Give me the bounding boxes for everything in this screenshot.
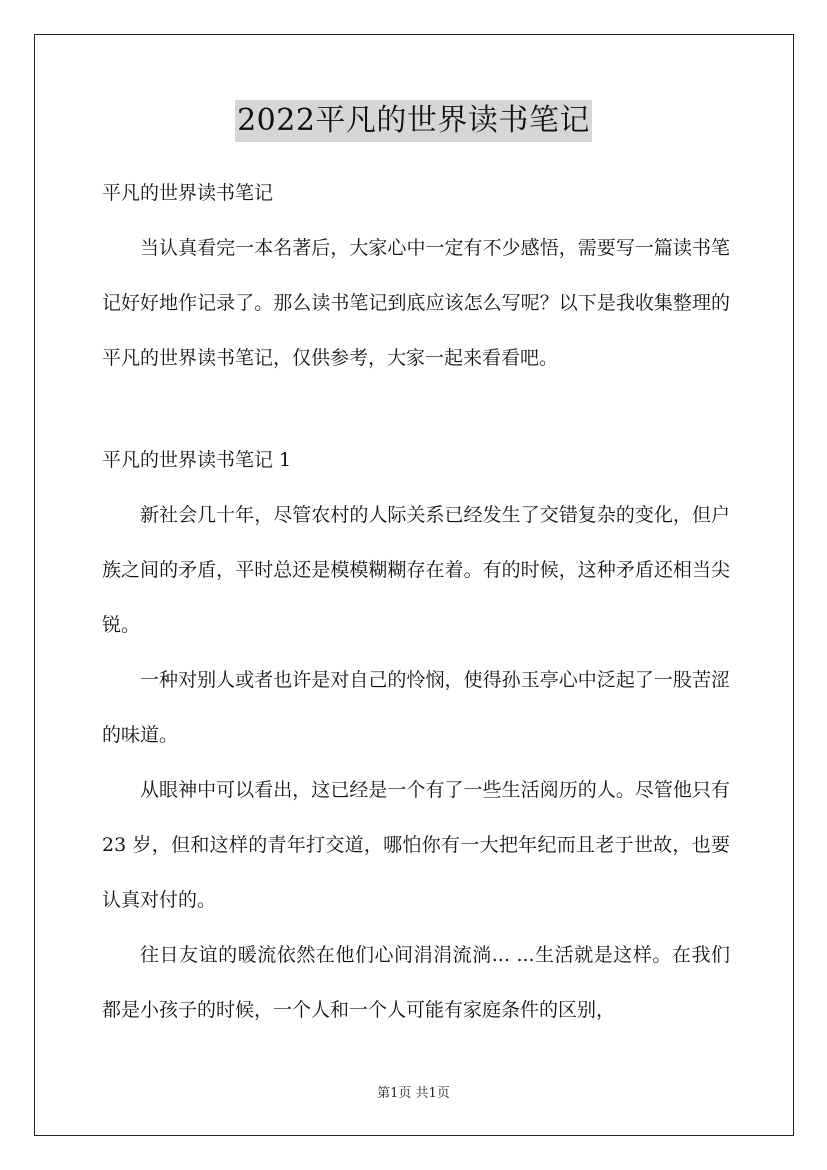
title-container — [0, 100, 827, 142]
intro-paragraph: 当认真看完一本名著后，大家心中一定有不少感悟，需要写一篇读书笔记好好地作记录了。那么读书笔记到底应该怎么写呢？以下是我收集整理的平凡的世界读书笔记，仅供参考，大家一起来看看吧。 — [102, 237, 730, 369]
document-title: 2022平凡的世界读书笔记 — [235, 100, 592, 142]
body-paragraph-3: 从眼神中可以看出，这已经是一个有了一些生活阅历的人。尽管他只有 23 岁，但和这样的青年打交道，哪怕你有一大把年纪而且老于世故，也要认真对付的。 — [102, 779, 730, 911]
section-heading: 平凡的世界读书笔记 1 — [102, 449, 292, 471]
document-subtitle: 平凡的世界读书笔记 — [102, 182, 274, 204]
body-paragraph-1: 新社会几十年，尽管农村的人际关系已经发生了交错复杂的变化，但户族之间的矛盾，平时总还是模模糊糊存在着。有的时候，这种矛盾还相当尖锐。 — [102, 504, 730, 636]
body-paragraph-2: 一种对别人或者也许是对自己的怜悯，使得孙玉亭心中泛起了一股苦涩的味道。 — [102, 669, 730, 746]
page-footer: 第1页 共1页 — [377, 1086, 450, 1101]
document-body — [102, 171, 730, 1038]
body-paragraph-4: 往日友谊的暖流依然在他们心间涓涓流淌... ...生活就是这样。在我们都是小孩子的时候，一个人和一个人可能有家庭条件的区别， — [102, 944, 730, 1021]
